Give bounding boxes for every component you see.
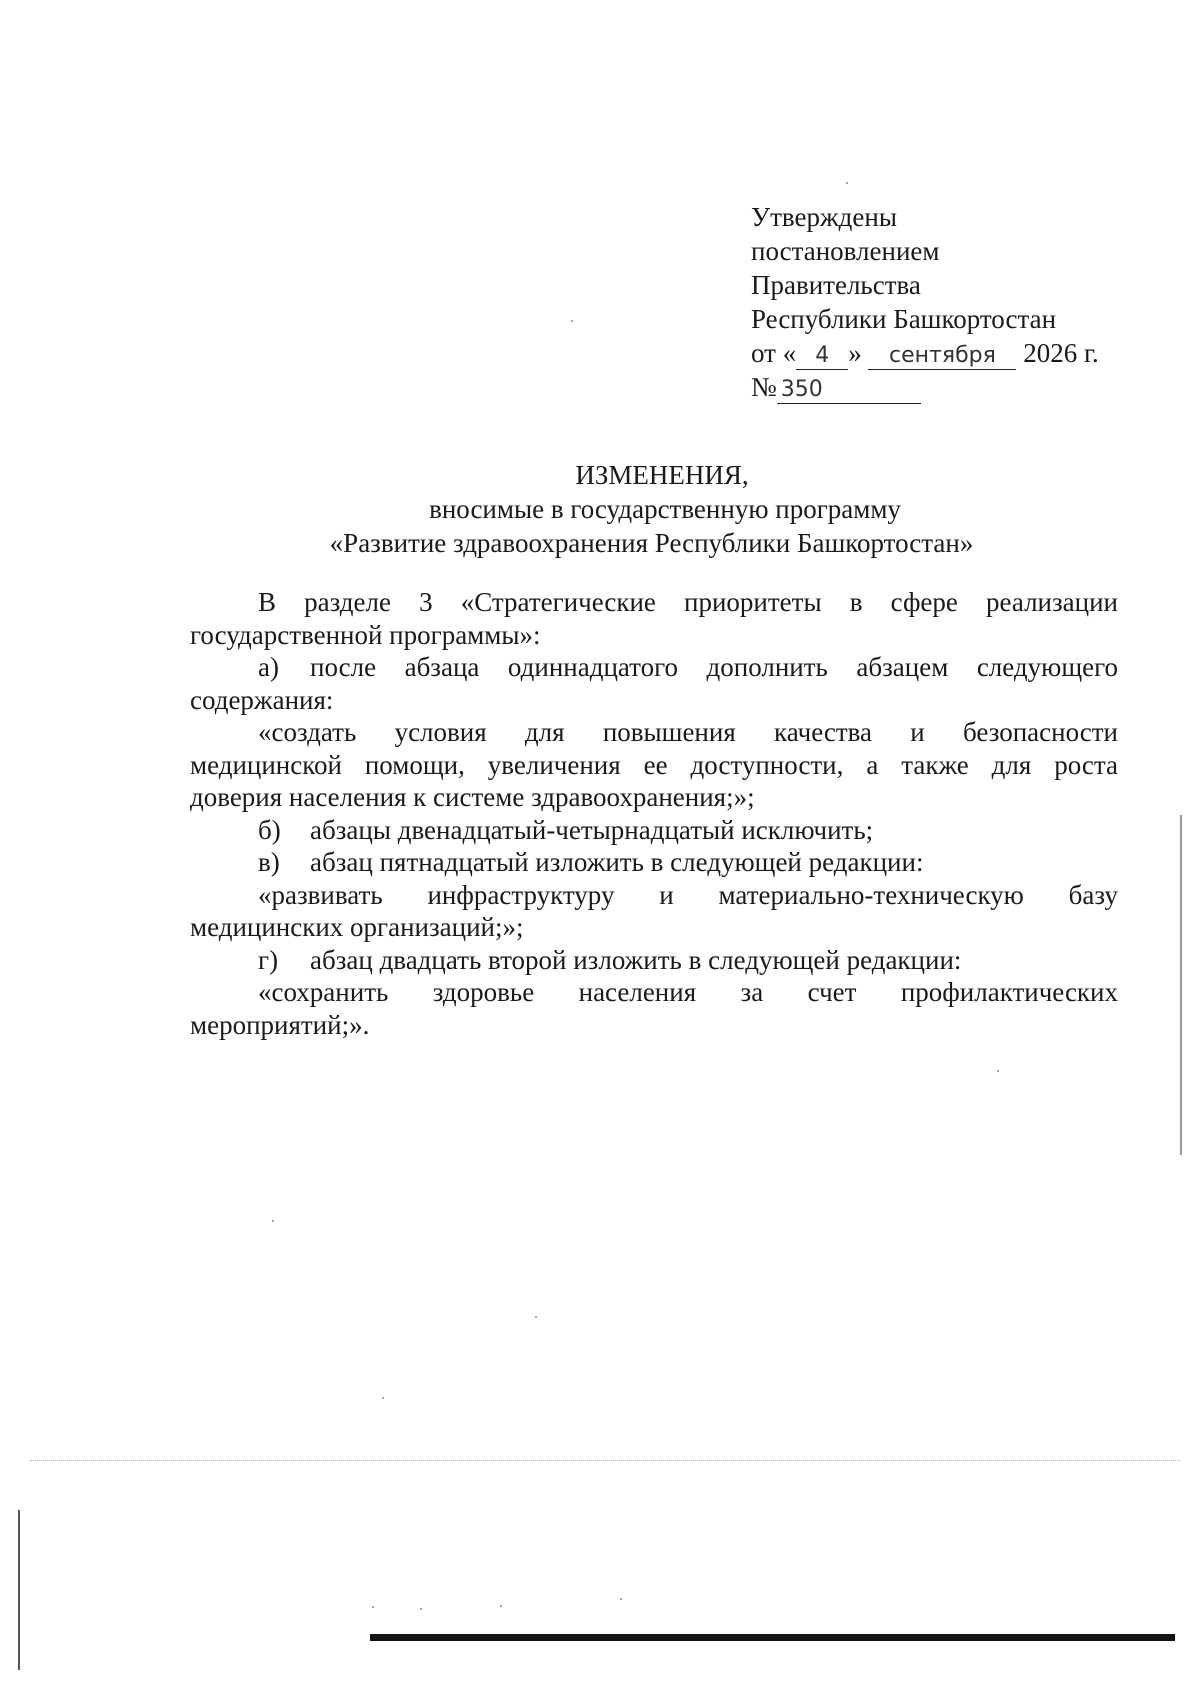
document-title: ИЗМЕНЕНИЯ, (575, 460, 749, 490)
approval-line-1: Утверждены (751, 202, 897, 232)
number-value: 350 (777, 377, 921, 404)
item-g (190, 944, 1118, 977)
scan-speck (846, 182, 848, 184)
item-a-marker: а) (258, 652, 279, 682)
scan-speck (571, 320, 573, 322)
item-a-text-cont: содержания: (190, 684, 334, 715)
quote-2-line-2: медицинских организаций;»; (190, 912, 524, 942)
approval-line-3: Правительства (751, 270, 921, 300)
scan-speck (997, 1070, 999, 1072)
item-a (190, 651, 1118, 684)
quote-3-line-2: мероприятий;». (190, 1009, 370, 1040)
item-g-marker: г) (258, 944, 279, 975)
scan-dotted-line (30, 1460, 1180, 1462)
date-day: 4 (796, 343, 848, 370)
date-month: сентября (868, 343, 1016, 370)
scan-speck (535, 1316, 537, 1318)
date-prefix: от « (751, 338, 797, 368)
item-g-text: абзац двадцать второй изложить в следующей редакции: (310, 944, 962, 975)
scan-speck (420, 1608, 422, 1610)
scan-edge-left (18, 1510, 20, 1670)
scan-speck (382, 1397, 384, 1399)
number-prefix: № (751, 372, 777, 402)
quote-3-line-1: «сохранить здоровье населения за счет профилактических (258, 977, 1118, 1007)
item-v-marker: в) (258, 847, 280, 877)
quote-1-line-2: медицинской помощи, увеличения ее доступности, а также для роста (190, 749, 1118, 780)
date-mid: » (848, 338, 862, 368)
scan-bottom-bar (370, 1634, 1175, 1641)
scan-speck (620, 1598, 622, 1600)
intro-line-1: В разделе 3 «Стратегические приоритеты в сфере реализации (258, 587, 1118, 617)
approval-block (751, 200, 1099, 404)
quote-1-line-1: «создать условия для повышения качества и безопасности (258, 717, 1118, 747)
item-b (190, 814, 1118, 847)
scan-speck (372, 1606, 374, 1608)
item-b-marker: б) (258, 814, 281, 845)
item-a-text: после абзаца одиннадцатого дополнить абзацем следующего (310, 652, 1118, 682)
date-year: 2026 г. (1023, 338, 1099, 368)
item-v (190, 846, 1118, 879)
scan-edge-right (1180, 815, 1182, 1155)
item-v-text: абзац пятнадцатый изложить в следующей редакции: (310, 847, 924, 877)
intro-line-2: государственной программы»: (190, 619, 541, 650)
approval-line-4: Республики Башкортостан (751, 304, 1057, 334)
scan-speck (272, 1220, 274, 1222)
approval-number (751, 370, 1099, 404)
quote-1-line-3: доверия населения к системе здравоохранения;»; (190, 782, 755, 812)
quote-2-line-1: «развивать инфраструктуру и материально-техническую базу (258, 879, 1118, 910)
program-name: «Развитие здравоохранения Республики Башкортостан» (329, 528, 974, 558)
approval-line-2: постановлением (751, 236, 940, 266)
approval-date (751, 336, 1099, 370)
document-subtitle: вносимые в государственную программу (429, 494, 901, 524)
document-body (190, 586, 1118, 1041)
item-b-text: абзацы двенадцатый-четырнадцатый исключить; (310, 814, 874, 845)
document-title-block (0, 458, 1200, 560)
scan-speck (500, 1605, 502, 1607)
